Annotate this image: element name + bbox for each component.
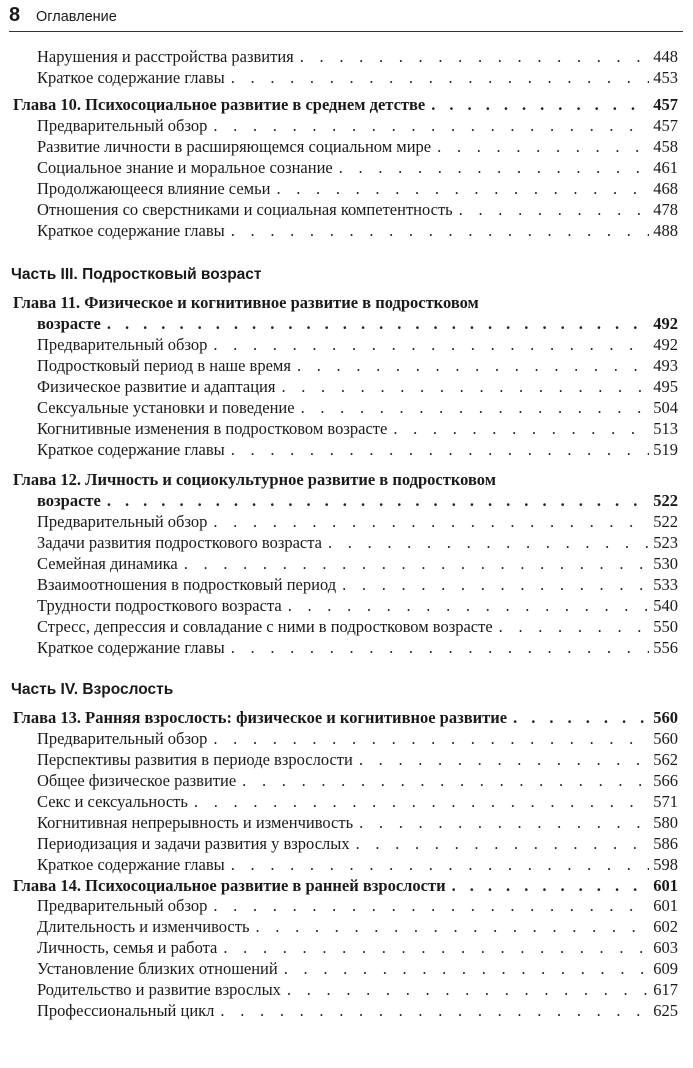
toc-entry-title: Когнитивные изменения в подростковом возрасте <box>37 419 388 438</box>
toc-page-number: 457 <box>653 116 678 135</box>
page-number: 8 <box>9 4 21 26</box>
toc-page-number: 609 <box>653 959 678 978</box>
toc-entry-title: Личность, семья и работа <box>37 938 218 957</box>
leader-dots <box>184 553 650 575</box>
toc-entry <box>37 553 678 575</box>
toc-entry-title: Предварительный обзор <box>37 116 208 135</box>
toc-page-number: 461 <box>653 158 678 177</box>
toc-page-number: 492 <box>653 335 678 354</box>
toc-entry <box>37 46 678 68</box>
toc-entry-title: Длительность и изменчивость <box>37 917 250 936</box>
toc-entry-title: Краткое содержание главы <box>37 638 225 657</box>
toc-page-number: 504 <box>653 398 678 417</box>
leader-dots <box>213 115 649 137</box>
leader-dots <box>356 833 650 855</box>
leader-dots <box>359 749 649 771</box>
leader-dots <box>459 199 650 221</box>
leader-dots <box>281 376 649 398</box>
toc-entry-title: Общее физическое развитие <box>37 771 237 790</box>
toc-entry <box>37 511 678 533</box>
toc-entry <box>37 770 678 792</box>
toc-page-number: 457 <box>653 95 678 114</box>
toc-entry <box>37 833 678 855</box>
toc-entry <box>37 574 678 596</box>
toc-page-number: 560 <box>653 708 678 727</box>
toc-entry-title: Краткое содержание главы <box>37 68 225 87</box>
toc-entry <box>37 958 678 980</box>
toc-entry <box>37 916 678 938</box>
leader-dots <box>328 532 649 554</box>
toc-entry <box>37 616 678 638</box>
toc-page-number: 488 <box>653 221 678 240</box>
toc-page-number: 625 <box>653 1001 678 1020</box>
leader-dots <box>342 574 649 596</box>
toc-page-number: 530 <box>653 554 678 573</box>
toc-entry-title: Продолжающееся влияние семьи <box>37 179 271 198</box>
chapter-heading <box>13 469 678 491</box>
leader-dots <box>452 875 650 897</box>
leader-dots <box>231 637 650 659</box>
chapter-heading <box>37 490 678 512</box>
toc-entry <box>37 595 678 617</box>
toc-page-number: 478 <box>653 200 678 219</box>
leader-dots <box>194 791 649 813</box>
toc-entry <box>37 854 678 876</box>
toc-entry-title: Задачи развития подросткового возраста <box>37 533 322 552</box>
toc-entry <box>37 895 678 917</box>
leader-dots <box>301 397 650 419</box>
toc-entry-title: Глава 13. Ранняя взрослость: физическое и когнитивное развитие <box>13 708 508 727</box>
leader-dots <box>300 46 650 68</box>
toc-entry <box>37 937 678 959</box>
toc-page-number: 519 <box>653 440 678 459</box>
toc-entry <box>37 791 678 813</box>
toc-page-number: 458 <box>653 137 678 156</box>
toc-entry-title: Физическое развитие и адаптация <box>37 377 276 396</box>
toc-page-number: 448 <box>653 47 678 66</box>
toc-page-number: 513 <box>653 419 678 438</box>
toc-page-number: 571 <box>653 792 678 811</box>
toc-page-number: 598 <box>653 855 678 874</box>
toc-entry-title: Сексуальные установки и поведение <box>37 398 295 417</box>
toc-entry-title: Глава 11. Физическое и когнитивное развитие в подростковом <box>13 293 479 312</box>
toc-entry-title: Перспективы развития в периоде взрослости <box>37 750 353 769</box>
toc-page-number: 495 <box>653 377 678 396</box>
chapter-heading <box>13 707 678 729</box>
toc-entry-title: Глава 10. Психосоциальное развитие в среднем детстве <box>13 95 426 114</box>
toc-page-number: 601 <box>653 876 678 895</box>
toc-page-number: 540 <box>653 596 678 615</box>
toc-entry <box>37 199 678 221</box>
toc-entry-title: возрасте <box>37 314 101 333</box>
toc-entry <box>37 532 678 554</box>
toc-entry <box>37 178 678 200</box>
toc-entry-title: Краткое содержание главы <box>37 855 225 874</box>
toc-page-number: 533 <box>653 575 678 594</box>
toc-entry <box>37 728 678 750</box>
chapter-heading <box>13 875 678 897</box>
toc-entry-title: Секс и сексуальность <box>37 792 188 811</box>
toc-entry-title: Предварительный обзор <box>37 335 208 354</box>
toc-entry <box>37 812 678 834</box>
leader-dots <box>393 418 649 440</box>
part-heading: Часть IV. Взрослость <box>11 681 174 698</box>
leader-dots <box>107 490 649 512</box>
toc-page-number: 522 <box>653 491 678 510</box>
leader-dots <box>513 707 649 729</box>
leader-dots <box>288 595 650 617</box>
chapter-heading <box>37 313 678 335</box>
toc-page-number: 566 <box>653 771 678 790</box>
toc-entry <box>37 355 678 377</box>
toc-entry-title: Периодизация и задачи развития у взрослых <box>37 834 350 853</box>
toc-page-number: 550 <box>653 617 678 636</box>
toc-entry <box>37 749 678 771</box>
toc-page-number: 468 <box>653 179 678 198</box>
toc-entry-title: Краткое содержание главы <box>37 440 225 459</box>
toc-entry-title: Предварительный обзор <box>37 729 208 748</box>
toc-page-number: 602 <box>653 917 678 936</box>
toc-page-number: 522 <box>653 512 678 531</box>
toc-page-number: 523 <box>653 533 678 552</box>
leader-dots <box>297 355 649 377</box>
toc-entry <box>37 979 678 1001</box>
leader-dots <box>431 94 649 116</box>
toc-entry-title: Краткое содержание главы <box>37 221 225 240</box>
toc-entry-title: Установление близких отношений <box>37 959 278 978</box>
toc-page-number: 556 <box>653 638 678 657</box>
toc-page-number: 586 <box>653 834 678 853</box>
toc-entry <box>37 637 678 659</box>
toc-page-number: 453 <box>653 68 678 87</box>
toc-entry <box>37 418 678 440</box>
leader-dots <box>284 958 650 980</box>
toc-page-number: 492 <box>653 314 678 333</box>
toc-entry <box>37 136 678 158</box>
leader-dots <box>107 313 649 335</box>
leader-dots <box>231 854 650 876</box>
leader-dots <box>213 334 649 356</box>
toc-page-number: 603 <box>653 938 678 957</box>
toc-page-number: 493 <box>653 356 678 375</box>
toc-entry <box>37 115 678 137</box>
leader-dots <box>255 916 649 938</box>
chapter-heading <box>13 292 678 314</box>
toc-page-number: 560 <box>653 729 678 748</box>
toc-entry-title: Трудности подросткового возраста <box>37 596 282 615</box>
toc-page-number: 617 <box>653 980 678 999</box>
toc-entry-title: Подростковый период в наше время <box>37 356 291 375</box>
chapter-heading <box>13 94 678 116</box>
toc-entry-title: Глава 14. Психосоциальное развитие в ранней взрослости <box>13 876 446 895</box>
toc-entry <box>37 376 678 398</box>
toc-page-number: 580 <box>653 813 678 832</box>
toc-entry-title: Социальное знание и моральное сознание <box>37 158 333 177</box>
leader-dots <box>242 770 649 792</box>
toc-entry <box>37 157 678 179</box>
toc-entry <box>37 220 678 242</box>
leader-dots <box>213 728 649 750</box>
toc-entry <box>37 397 678 419</box>
toc-entry <box>37 67 678 89</box>
leader-dots <box>276 178 649 200</box>
leader-dots <box>231 220 650 242</box>
leader-dots <box>231 67 650 89</box>
toc-entry-title: Стресс, депрессия и совладание с ними в подростковом возрасте <box>37 617 493 636</box>
toc-entry <box>37 439 678 461</box>
toc-entry-title: Взаимоотношения в подростковый период <box>37 575 337 594</box>
toc-entry-title: Профессиональный цикл <box>37 1001 215 1020</box>
toc-entry-title: Родительство и развитие взрослых <box>37 980 281 999</box>
toc-entry-title: Нарушения и расстройства развития <box>37 47 294 66</box>
toc-entry <box>37 334 678 356</box>
leader-dots <box>437 136 649 158</box>
toc-entry-title: Когнитивная непрерывность и изменчивость <box>37 813 354 832</box>
toc-entry-title: Отношения со сверстниками и социальная компетентность <box>37 200 453 219</box>
toc-page-number: 562 <box>653 750 678 769</box>
leader-dots <box>213 895 649 917</box>
toc-entry-title: Предварительный обзор <box>37 896 208 915</box>
running-title: Оглавление <box>36 9 117 25</box>
toc-entry-title: возрасте <box>37 491 101 510</box>
leader-dots <box>223 937 649 959</box>
leader-dots <box>220 1000 649 1022</box>
toc-entry-title: Развитие личности в расширяющемся социальном мире <box>37 137 432 156</box>
leader-dots <box>339 157 650 179</box>
toc-entry <box>37 1000 678 1022</box>
leader-dots <box>499 616 650 638</box>
toc-entry-title: Глава 12. Личность и социокультурное развитие в подростковом <box>13 470 496 489</box>
leader-dots <box>287 979 649 1001</box>
leader-dots <box>231 439 650 461</box>
leader-dots <box>359 812 649 834</box>
toc-entry-title: Предварительный обзор <box>37 512 208 531</box>
toc-entry-title: Семейная динамика <box>37 554 178 573</box>
toc-page-number: 601 <box>653 896 678 915</box>
part-heading: Часть III. Подростковый возраст <box>11 266 262 283</box>
leader-dots <box>213 511 649 533</box>
